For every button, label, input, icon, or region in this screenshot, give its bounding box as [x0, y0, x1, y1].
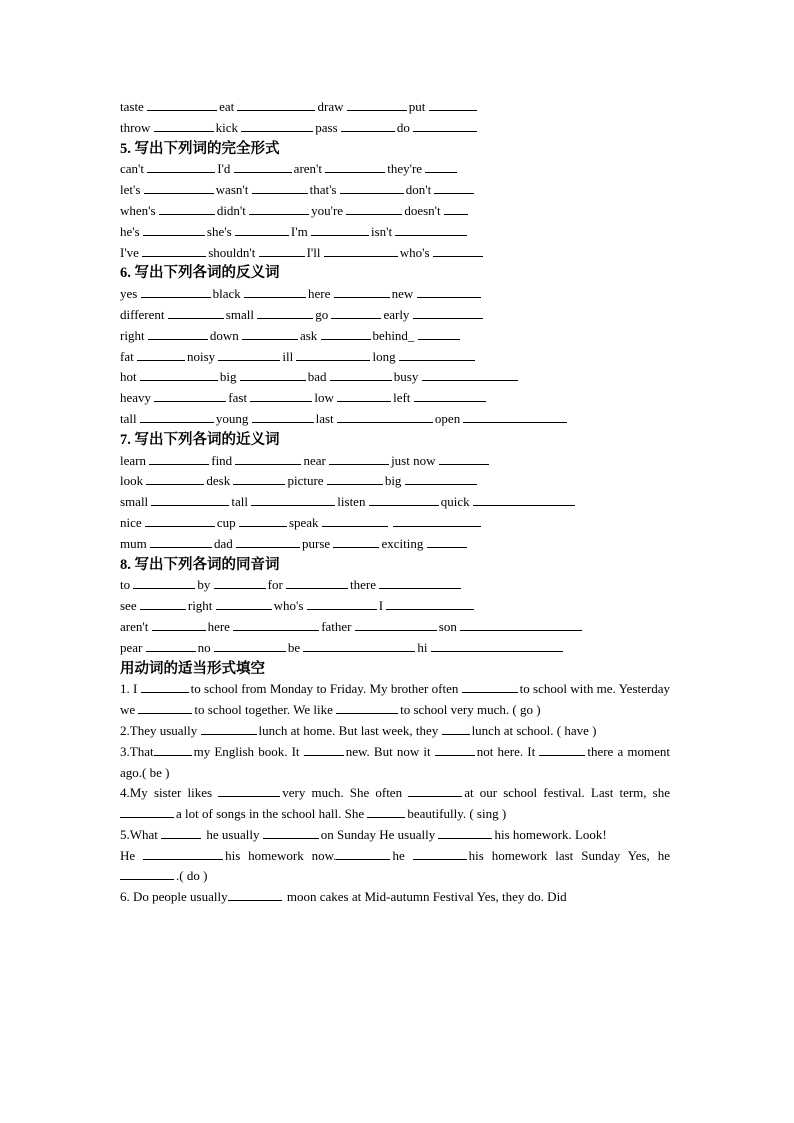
answer-blank[interactable]: [120, 805, 174, 818]
answer-blank[interactable]: [257, 306, 313, 319]
answer-blank[interactable]: [244, 285, 306, 298]
question-text: 4.My sister likes: [120, 785, 219, 801]
answer-blank[interactable]: [367, 805, 405, 818]
answer-blank[interactable]: [393, 514, 481, 527]
word-row: [120, 471, 680, 492]
answer-blank[interactable]: [133, 576, 195, 589]
prompt-word: see: [120, 598, 137, 614]
question-text: he usually: [203, 826, 263, 842]
answer-blank[interactable]: [141, 680, 189, 693]
answer-blank[interactable]: [425, 160, 457, 173]
answer-blank[interactable]: [141, 285, 211, 298]
answer-blank[interactable]: [263, 826, 319, 839]
prompt-word: speak: [288, 514, 319, 530]
prompt-word: they're: [387, 161, 423, 177]
prompt-word: hot: [120, 369, 137, 385]
prompt-word: new: [391, 286, 414, 302]
prompt-word: I'll: [306, 244, 321, 260]
question-text: a lot of songs in the school hall. She: [176, 806, 368, 822]
answer-blank[interactable]: [218, 348, 280, 361]
prompt-word: eat: [219, 99, 235, 114]
question-text: to school from Monday to Friday. My brother often: [190, 681, 462, 697]
prompt-word: different: [120, 306, 165, 322]
answer-blank[interactable]: [408, 784, 462, 797]
answer-blank[interactable]: [422, 368, 518, 381]
question-text: moon cakes at Mid-autumn Festival Yes, they do. Did: [283, 889, 567, 905]
answer-blank[interactable]: [216, 597, 272, 610]
word-row: [120, 284, 680, 305]
prompt-word: who's: [399, 244, 430, 260]
prompt-word: here: [207, 618, 230, 634]
answer-blank[interactable]: [237, 98, 315, 111]
prompt-word: small: [120, 494, 149, 510]
prompt-word: you're: [311, 202, 344, 218]
answer-blank[interactable]: [433, 244, 483, 257]
answer-blank[interactable]: [379, 576, 461, 589]
prompt-word: fat: [120, 348, 134, 364]
answer-blank[interactable]: [149, 452, 209, 465]
answer-blank[interactable]: [154, 389, 226, 402]
prompt-word: big: [384, 473, 402, 489]
question-text: he: [392, 847, 413, 863]
prompt-word: don't: [405, 182, 432, 198]
prompt-word: she's: [206, 223, 232, 239]
answer-blank[interactable]: [152, 618, 206, 631]
prompt-word: long: [372, 348, 396, 364]
prompt-word: I'm: [290, 223, 308, 239]
answer-blank[interactable]: [259, 244, 305, 257]
question-text: 2.They usually: [120, 722, 201, 738]
answer-blank[interactable]: [346, 202, 402, 215]
prompt-word: I've: [120, 244, 139, 260]
answer-blank[interactable]: [218, 784, 280, 797]
word-row: [120, 534, 680, 555]
answer-blank[interactable]: [140, 410, 214, 423]
answer-blank[interactable]: [473, 493, 575, 506]
prompt-word: picture: [287, 473, 324, 489]
prompt-word: doesn't: [404, 202, 441, 218]
answer-blank[interactable]: [341, 119, 395, 132]
word-row: [120, 201, 680, 222]
answer-blank[interactable]: [386, 597, 474, 610]
prompt-word: shouldn't: [208, 244, 256, 260]
answer-blank[interactable]: [252, 410, 314, 423]
prompt-word: fast: [228, 390, 248, 406]
answer-blank[interactable]: [324, 244, 398, 257]
answer-blank[interactable]: [304, 743, 344, 756]
fill-in-question: [120, 783, 670, 825]
answer-blank[interactable]: [159, 202, 215, 215]
prompt-word: to: [120, 577, 131, 593]
answer-blank[interactable]: [142, 244, 206, 257]
answer-blank[interactable]: [463, 410, 567, 423]
prompt-word: can't: [120, 161, 144, 177]
prompt-word: I'd: [217, 161, 231, 177]
prompt-word: big: [219, 369, 237, 385]
word-row: [120, 638, 680, 659]
fill-in-question: [120, 825, 670, 846]
prompt-word: bad: [307, 369, 327, 385]
prompt-word: do: [396, 119, 410, 135]
prompt-word: son: [438, 618, 457, 634]
answer-blank[interactable]: [333, 535, 379, 548]
prompt-word: left: [393, 390, 411, 406]
answer-blank[interactable]: [143, 847, 223, 860]
prompt-word: pear: [120, 639, 143, 655]
answer-blank[interactable]: [369, 493, 439, 506]
answer-blank[interactable]: [214, 576, 266, 589]
prompt-word: look: [120, 473, 144, 489]
question-text: my English book. It: [193, 743, 304, 759]
prompt-word: pass: [315, 119, 338, 135]
fill-in-question: [120, 679, 670, 721]
question-text: 5.What: [120, 826, 162, 842]
answer-blank[interactable]: [355, 618, 437, 631]
prompt-word: didn't: [216, 202, 246, 218]
answer-blank[interactable]: [413, 119, 477, 132]
word-row: [120, 388, 680, 409]
answer-blank[interactable]: [327, 472, 383, 485]
answer-blank[interactable]: [336, 847, 390, 860]
question-text: very much. She often: [282, 785, 409, 801]
answer-blank[interactable]: [435, 743, 475, 756]
answer-blank[interactable]: [331, 306, 381, 319]
answer-blank[interactable]: [303, 639, 415, 652]
answer-blank[interactable]: [442, 722, 470, 735]
answer-blank[interactable]: [539, 743, 585, 756]
answer-blank[interactable]: [311, 223, 369, 236]
answer-blank[interactable]: [395, 223, 467, 236]
prompt-word: nice: [120, 514, 142, 530]
answer-blank[interactable]: [414, 389, 486, 402]
prompt-word: open: [434, 410, 461, 426]
prompt-word: quick: [440, 494, 470, 510]
question-text: lunch at school. ( have ): [471, 722, 597, 738]
prompt-word: wasn't: [215, 182, 249, 198]
answer-blank[interactable]: [347, 98, 407, 111]
prompt-word: put: [408, 99, 426, 114]
question-text: his homework. Look!: [494, 826, 607, 842]
answer-blank[interactable]: [151, 493, 229, 506]
prompt-word: he's: [120, 223, 140, 239]
answer-blank[interactable]: [241, 119, 313, 132]
prompt-word: mum: [120, 535, 147, 551]
word-row: [120, 243, 680, 264]
answer-blank[interactable]: [137, 348, 185, 361]
prompt-word: when's: [120, 202, 156, 218]
worksheet-page: [120, 97, 680, 908]
prompt-word: young: [215, 410, 249, 426]
prompt-word: I: [378, 598, 384, 614]
question-text: new. But now it: [345, 743, 435, 759]
question-text: his homework last Sunday Yes, he: [468, 847, 670, 863]
answer-blank[interactable]: [321, 327, 371, 340]
answer-blank[interactable]: [168, 306, 224, 319]
answer-blank[interactable]: [329, 452, 389, 465]
answer-blank[interactable]: [249, 202, 309, 215]
prompt-word: here: [308, 286, 331, 302]
fill-in-question: [120, 846, 670, 888]
answer-blank[interactable]: [146, 472, 204, 485]
answer-blank[interactable]: [233, 472, 285, 485]
word-row: [120, 575, 680, 596]
section-heading: 6. 写出下列各词的反义词: [120, 265, 280, 282]
prompt-word: hi: [417, 639, 428, 655]
answer-blank[interactable]: [138, 701, 192, 714]
word-row: [120, 347, 680, 368]
word-row: [120, 367, 680, 388]
prompt-word: who's: [273, 598, 304, 614]
word-row: [120, 326, 680, 347]
prompt-word: be: [287, 639, 301, 655]
prompt-word: taste: [120, 99, 144, 114]
answer-blank[interactable]: [148, 327, 208, 340]
question-text: to school with me. Yesterday we: [120, 681, 670, 718]
question-text: on Sunday He usually: [320, 826, 439, 842]
answer-blank[interactable]: [330, 368, 392, 381]
answer-blank[interactable]: [120, 867, 174, 880]
fill-in-question: [120, 721, 670, 742]
prompt-word: aren't: [293, 161, 322, 177]
prompt-word: down: [209, 327, 239, 343]
question-text: beautifully. ( sing ): [407, 806, 507, 822]
answer-blank[interactable]: [439, 452, 489, 465]
prompt-word: tall: [231, 494, 249, 510]
answer-blank[interactable]: [431, 639, 563, 652]
answer-blank[interactable]: [236, 535, 300, 548]
section-heading: 7. 写出下列各词的近义词: [120, 431, 280, 448]
answer-blank[interactable]: [460, 618, 582, 631]
prompt-word: find: [211, 452, 233, 468]
prompt-word: let's: [120, 182, 141, 198]
answer-blank[interactable]: [286, 576, 348, 589]
fill-in-question: [120, 742, 670, 784]
prompt-word: throw: [120, 119, 151, 135]
question-text: at our school festival. Last term, she: [464, 785, 670, 801]
answer-blank[interactable]: [214, 639, 286, 652]
answer-blank[interactable]: [233, 618, 319, 631]
answer-blank[interactable]: [140, 368, 218, 381]
word-row: [120, 180, 680, 201]
prompt-word: learn: [120, 452, 146, 468]
prompt-word: right: [187, 598, 213, 614]
answer-blank[interactable]: [250, 389, 312, 402]
prompt-word: right: [120, 327, 145, 343]
prompt-word: behind_: [372, 327, 415, 343]
answer-blank[interactable]: [146, 639, 196, 652]
answer-blank[interactable]: [150, 535, 212, 548]
answer-blank[interactable]: [145, 514, 215, 527]
prompt-word: noisy: [186, 348, 216, 364]
answer-blank[interactable]: [427, 535, 467, 548]
prompt-word: by: [197, 577, 211, 593]
prompt-word: ill: [282, 348, 294, 364]
answer-blank[interactable]: [444, 202, 468, 215]
word-row: [120, 305, 680, 326]
answer-blank[interactable]: [161, 826, 201, 839]
answer-blank[interactable]: [413, 306, 483, 319]
prompt-word: purse: [302, 535, 331, 551]
answer-blank[interactable]: [235, 452, 301, 465]
question-text: 6. Do people usually: [120, 889, 228, 905]
question-text: to school together. We like: [194, 702, 337, 718]
answer-blank[interactable]: [154, 743, 192, 756]
word-row: [120, 409, 680, 430]
prompt-word: ask: [299, 327, 318, 343]
answer-blank[interactable]: [252, 181, 308, 194]
prompt-word: kick: [215, 119, 238, 135]
question-text: lunch at home. But last week, they: [258, 722, 442, 738]
answer-blank[interactable]: [147, 160, 215, 173]
fill-in-question: [120, 887, 670, 908]
answer-blank[interactable]: [340, 181, 404, 194]
prompt-word: go: [315, 306, 329, 322]
verb-section-heading: 用动词的适当形式填空: [120, 660, 265, 677]
answer-blank[interactable]: [144, 181, 214, 194]
question-text: .( do ): [176, 868, 208, 884]
prompt-word: desk: [206, 473, 231, 489]
question-text: 1. I: [120, 681, 141, 697]
answer-blank[interactable]: [337, 410, 433, 423]
answer-blank[interactable]: [234, 160, 292, 173]
prompt-word: that's: [309, 182, 337, 198]
answer-blank[interactable]: [337, 389, 391, 402]
answer-blank[interactable]: [140, 597, 186, 610]
answer-blank[interactable]: [322, 514, 388, 527]
answer-blank[interactable]: [154, 119, 214, 132]
prompt-word: black: [212, 286, 241, 302]
prompt-word: there: [350, 577, 377, 593]
answer-blank[interactable]: [242, 327, 298, 340]
answer-blank[interactable]: [235, 223, 289, 236]
prompt-word: yes: [120, 286, 138, 302]
answer-blank[interactable]: [462, 680, 518, 693]
prompt-word: near: [303, 452, 326, 468]
answer-blank[interactable]: [413, 847, 467, 860]
word-row: [120, 159, 680, 180]
prompt-word: heavy: [120, 390, 152, 406]
word-row: [120, 97, 680, 118]
prompt-word: busy: [393, 369, 419, 385]
prompt-word: aren't: [120, 618, 149, 634]
answer-blank[interactable]: [417, 285, 481, 298]
question-text: to school very much. ( go ): [400, 702, 541, 718]
answer-blank[interactable]: [201, 722, 257, 735]
section-heading: 5. 写出下列词的完全形式: [120, 140, 280, 157]
question-text: not here. It: [476, 743, 540, 759]
answer-blank[interactable]: [307, 597, 377, 610]
answer-blank[interactable]: [251, 493, 335, 506]
question-text: his homework now.: [225, 847, 337, 863]
word-row: [120, 118, 680, 139]
prompt-word: exciting: [381, 535, 424, 551]
section-heading: 8. 写出下列各词的同音词: [120, 556, 280, 573]
answer-blank[interactable]: [334, 285, 390, 298]
word-row: [120, 492, 680, 513]
word-row: [120, 222, 680, 243]
prompt-word: no: [197, 639, 211, 655]
answer-blank[interactable]: [296, 348, 370, 361]
prompt-word: cup: [216, 514, 236, 530]
answer-blank[interactable]: [239, 514, 287, 527]
question-text: 3.That: [120, 743, 154, 759]
prompt-word: small: [225, 306, 254, 322]
answer-blank[interactable]: [325, 160, 385, 173]
word-row: [120, 451, 680, 472]
answer-blank[interactable]: [147, 98, 217, 111]
answer-blank[interactable]: [336, 701, 398, 714]
prompt-word: dad: [213, 535, 233, 551]
prompt-word: just now: [391, 452, 436, 468]
prompt-word: isn't: [370, 223, 393, 239]
question-text: He: [120, 847, 144, 863]
answer-blank[interactable]: [429, 98, 477, 111]
question-text: there a moment ago.( be ): [120, 743, 670, 780]
answer-blank[interactable]: [143, 223, 205, 236]
prompt-word: low: [314, 390, 334, 406]
prompt-word: early: [383, 306, 410, 322]
answer-blank[interactable]: [228, 888, 282, 901]
answer-blank[interactable]: [434, 181, 474, 194]
answer-blank[interactable]: [405, 472, 477, 485]
answer-blank[interactable]: [399, 348, 475, 361]
prompt-word: draw: [317, 99, 344, 114]
word-row: [120, 513, 680, 534]
answer-blank[interactable]: [418, 327, 460, 340]
answer-blank[interactable]: [240, 368, 306, 381]
word-row: [120, 617, 680, 638]
prompt-word: father: [321, 618, 352, 634]
prompt-word: tall: [120, 410, 137, 426]
word-row: [120, 596, 680, 617]
prompt-word: for: [267, 577, 283, 593]
prompt-word: last: [315, 410, 334, 426]
prompt-word: listen: [337, 494, 366, 510]
answer-blank[interactable]: [438, 826, 492, 839]
